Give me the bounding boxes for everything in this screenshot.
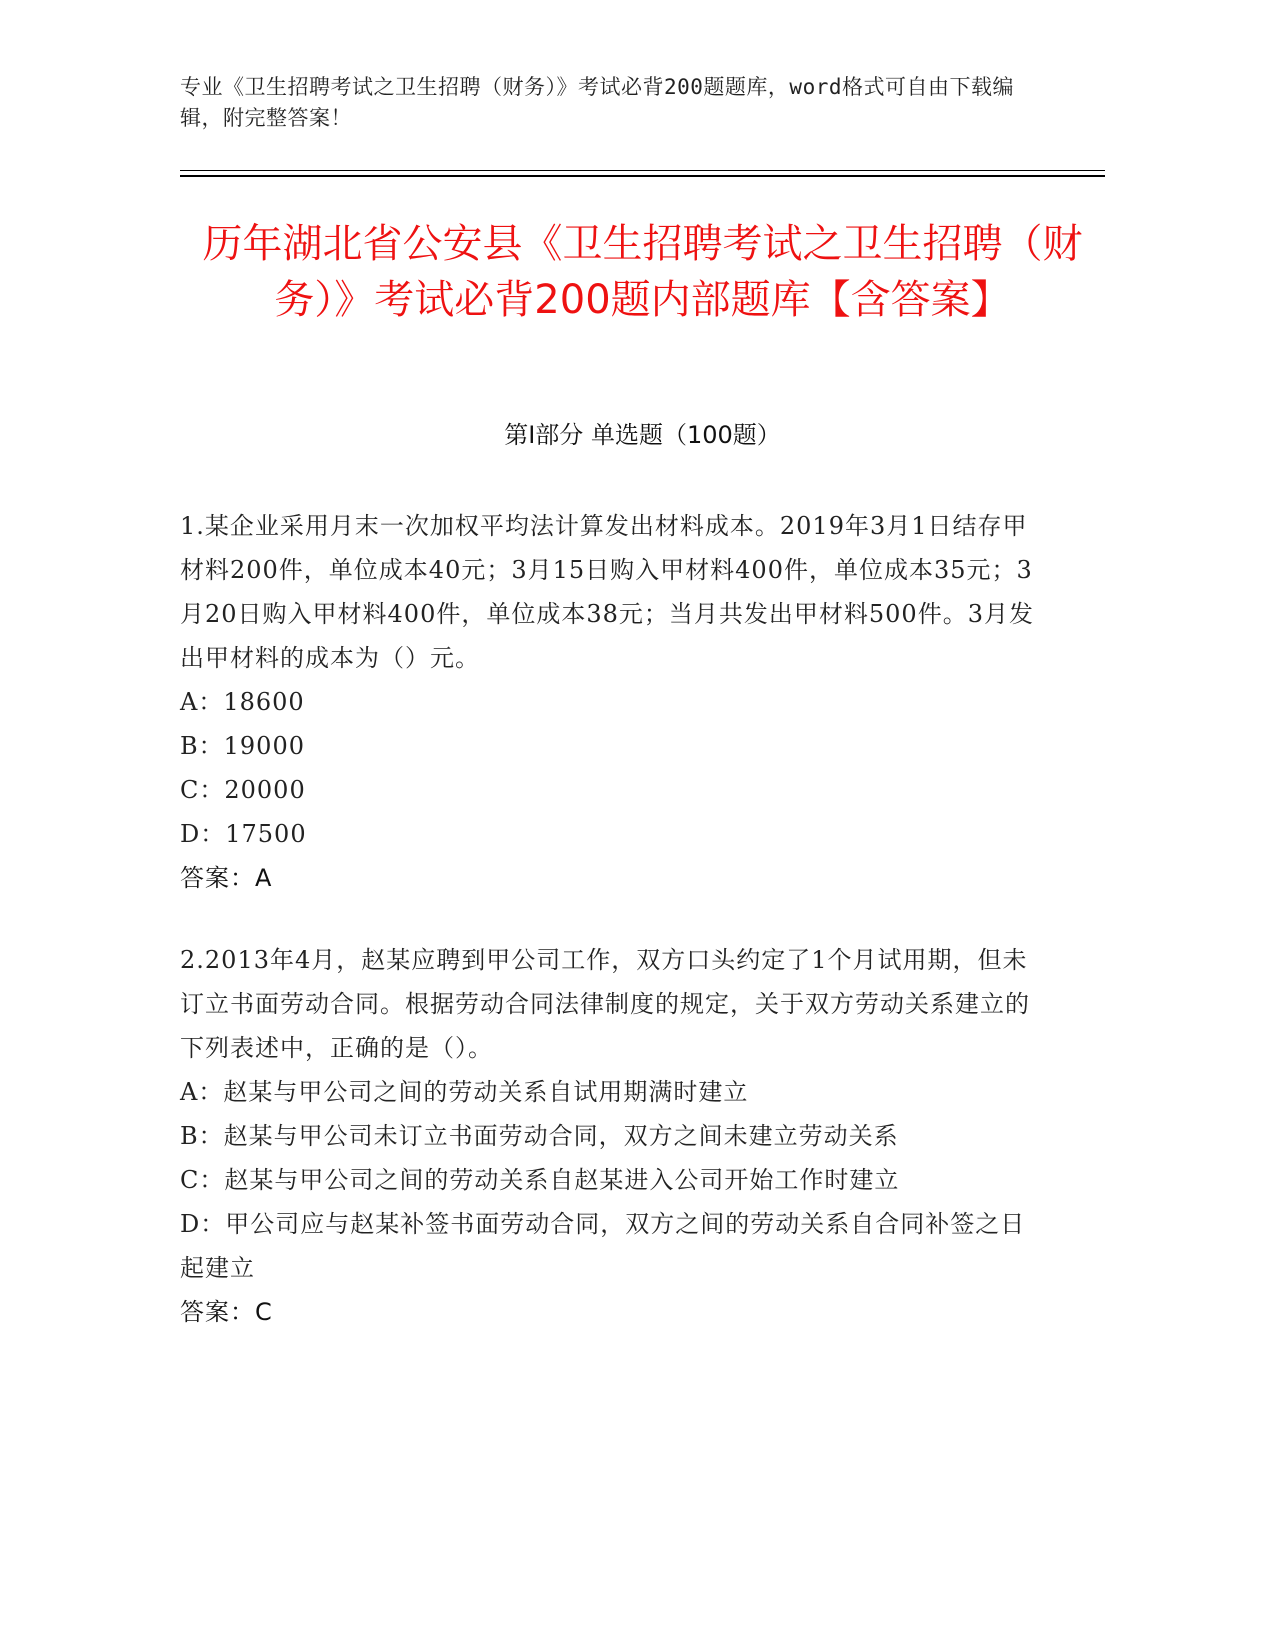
- option-c: C：20000: [180, 776, 306, 804]
- option-a: A：18600: [180, 688, 305, 716]
- option-b: B：赵某与甲公司未订立书面劳动合同，双方之间未建立劳动关系: [180, 1122, 899, 1150]
- option-d: D：17500: [180, 820, 307, 848]
- question-stem: 2.2013年4月，赵某应聘到甲公司工作，双方口头约定了1个月试用期，但未订立书面劳动合同。根据劳动合同法律制度的规定，关于双方劳动关系建立的下列表述中，正确的是（）。: [180, 946, 1030, 1062]
- option-b: B：19000: [180, 732, 305, 760]
- header-divider-thick: [180, 175, 1105, 177]
- answer: 答案：C: [180, 1298, 273, 1326]
- header-divider-thin: [180, 170, 1105, 171]
- answer: 答案：A: [180, 864, 273, 892]
- option-d: D：甲公司应与赵某补签书面劳动合同，双方之间的劳动关系自合同补签之日起建立: [180, 1210, 1026, 1282]
- question-1: [180, 504, 1040, 900]
- section-heading: 第Ⅰ部分 单选题（100题）: [504, 421, 781, 449]
- option-c: C：赵某与甲公司之间的劳动关系自赵某进入公司开始工作时建立: [180, 1166, 900, 1194]
- question-stem: 1.某企业采用月末一次加权平均法计算发出材料成本。2019年3月1日结存甲材料200件，单位成本40元；3月15日购入甲材料400件，单位成本35元；3月20日购入甲材料400件，单位成本38元；当月共发出甲材料500件。3月发出甲材料的成本为（）元。: [180, 512, 1034, 672]
- option-a: A：赵某与甲公司之间的劳动关系自试用期满时建立: [180, 1078, 749, 1106]
- document-title: 历年湖北省公安县《卫生招聘考试之卫生招聘（财务）》考试必背200题内部题库【含答案】: [202, 221, 1083, 323]
- header-note: 专业《卫生招聘考试之卫生招聘（财务）》考试必背200题题库，word格式可自由下载编辑，附完整答案！: [180, 75, 1014, 130]
- question-2: [180, 938, 1040, 1334]
